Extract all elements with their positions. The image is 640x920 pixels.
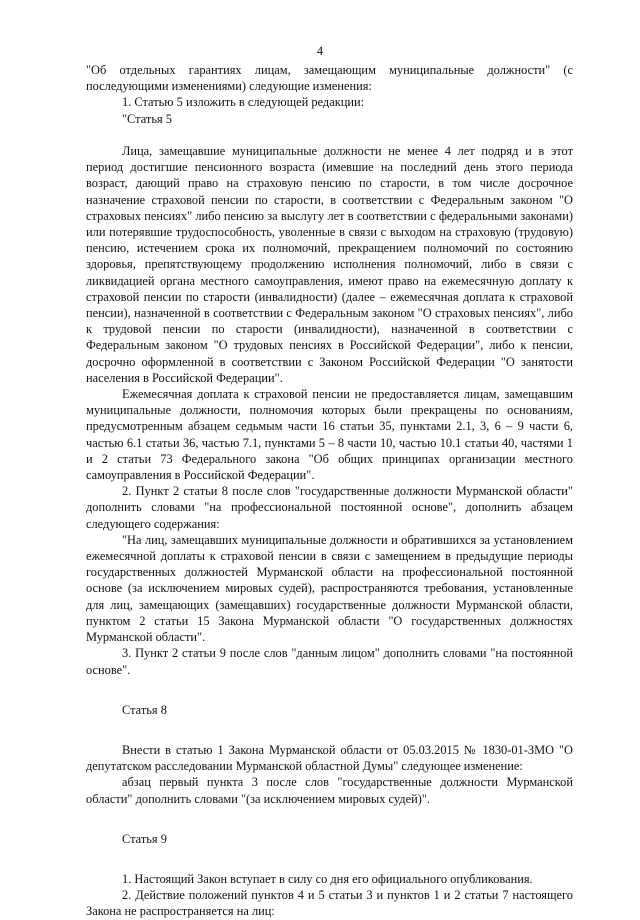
paragraph-item-2: 2. Пункт 2 статьи 8 после слов "государственные должности Мурманской области" дополнить словами "на профессиональной постоянной основе", дополнить абзацем следующего содержания:: [86, 484, 573, 531]
paragraph-article-8-body: Внести в статью 1 Закона Мурманской области от 05.03.2015 № 1830-01-ЗМО "О депутатском расследовании Мурманской областной Думы" следующее изменение:: [86, 742, 573, 774]
paragraph-article-5-body: Лица, замещавшие муниципальные должности не менее 4 лет подряд и в этот период достигшие пенсионного возраста (имевшие на последний день этого периода возраст, дающий право на страховую пенсию по старости, в том числе досрочное назначение страховой пенсии по старости, в соответствии с Федеральным законом "О страховых пенсиях" либо пенсию за выслугу лет в соответствии с федеральными законами) или потерявшие трудоспособность, уволенные в связи с выходом на страховую (трудовую) пенсию, истечением срока их полномочий, прекращением полномочий по состоянию здоровья, препятствующему продолжению исполнения полномочий, либо в связи с ликвидацией органа местного самоуправления, имеют право на ежемесячную доплату к страховой пенсии по старости (инвалидности) (далее – ежемесячная доплата к страховой пенсии), назначенной в соответствии с Федеральным законом "О страховых пенсиях", либо к трудовой пенсии по старости (инвалидности), назначенной в соответствии с Федеральным законом "О трудовых пенсиях в Российской Федерации", либо к пенсии, досрочно оформленной в соответствии с Законом Российской Федерации "О занятости населения в Российской Федерации".: [86, 144, 573, 385]
paragraph-article-8-amendment: абзац первый пункта 3 после слов "государственные должности Мурманской области" дополнить словами "(за исключением мировых судей)".: [86, 775, 573, 806]
paragraph-article-9-item-2: 2. Действие положений пунктов 4 и 5 статьи 3 и пунктов 1 и 2 статьи 7 настоящего Закона не распространяется на лиц:: [86, 888, 573, 919]
spacer: [86, 807, 573, 831]
paragraph-item-1: 1. Статью 5 изложить в следующей редакции:: [122, 95, 365, 110]
heading-article-8: Статья 8: [122, 702, 167, 717]
paragraph-item-2-addition: "На лиц, замещавших муниципальные должности и обратившихся за установлением ежемесячной доплаты к страховой пенсии в связи с замещением в предыдущие периоды государственных должностей Мурманской области на профессиональной постоянной основе (за исключением мировых судей), распространяются требования, установленные для лиц, замещающих (замещавших) государственные должности Мурманской области, пунктом 2 статьи 15 Закона Мурманской области "О государственных должностях Мурманской области".: [86, 532, 573, 645]
document-body: [86, 62, 573, 920]
page-number: 4: [316, 44, 324, 58]
heading-article-9: Статья 9: [122, 831, 167, 846]
paragraph-article-9-item-1: 1. Настоящий Закон вступает в силу со дня его официального опубликования.: [122, 871, 533, 886]
spacer: [86, 847, 573, 871]
paragraph-law-title-continuation: "Об отдельных гарантиях лицам, замещающим муниципальные должности" (с последующими изменениями) следующие изменения:: [86, 63, 573, 94]
paragraph-article-5-heading: "Статья 5: [122, 111, 172, 126]
spacer: [86, 718, 573, 742]
spacer: [86, 127, 573, 143]
paragraph-monthly-supplement: Ежемесячная доплата к страховой пенсии не предоставляется лицам, замещавшим муниципальные должности, полномочия которых были прекращены по основаниям, предусмотренным абзацем седьмым части 16 статьи 35, пунктами 2.1, 3, 6 – 9 части 6, частью 6.1 статьи 36, частью 7.1, пунктами 5 – 8 части 10, частью 10.1 статьи 40, частями 1 и 2 статьи 73 Федерального закона "Об общих принципах организации местного самоуправления в Российской Федерации".: [86, 387, 573, 483]
paragraph-item-3: 3. Пункт 2 статьи 9 после слов "данным лицом" дополнить словами "на постоянной основе".: [86, 646, 573, 677]
spacer: [86, 678, 573, 702]
